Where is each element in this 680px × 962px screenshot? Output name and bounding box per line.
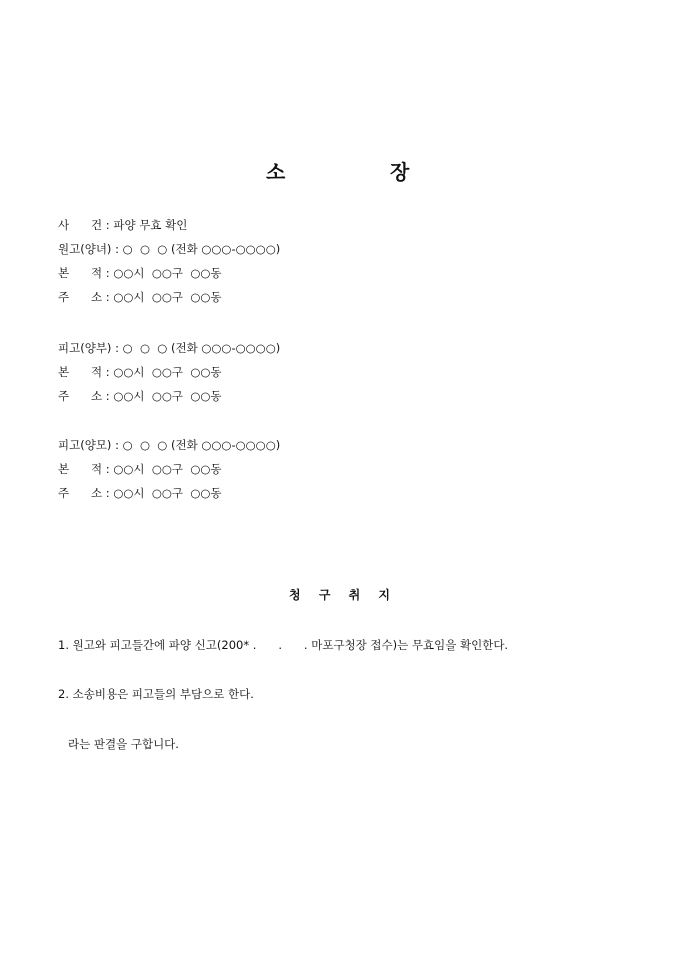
separator: : [102, 365, 114, 379]
plaintiff-address-label: 주 소 [58, 290, 103, 304]
defendant-mother-address-value: ○○시 ○○구 ○○동 [113, 486, 222, 500]
plaintiff-domicile-label: 본 적 [58, 266, 103, 280]
title-char-right: 장 [390, 160, 410, 184]
plaintiff-address-row [58, 289, 222, 305]
defendant-mother-domicile-label: 본 적 [58, 462, 103, 476]
defendant-mother-name-value: ○ ○ ○ (전화 ○○○-○○○○) [122, 438, 281, 452]
separator: : [102, 462, 114, 476]
closing-statement: 라는 판결을 구합니다. [68, 737, 179, 751]
separator: : [102, 266, 114, 280]
separator: : [111, 242, 123, 256]
separator: : [111, 341, 123, 355]
claim-heading: 청 구 취 지 [289, 588, 397, 602]
document-title [0, 156, 680, 186]
title-char-left: 소 [266, 160, 286, 184]
defendant-father-address-label: 주 소 [58, 389, 103, 403]
defendant-father-name-label: 피고(양부) [58, 341, 112, 355]
defendant-father-name-row [58, 340, 280, 356]
separator: : [102, 389, 114, 403]
case-row [58, 217, 187, 233]
defendant-mother-address-row [58, 485, 222, 501]
plaintiff-name-row [58, 241, 280, 257]
case-label: 사 건 [58, 218, 103, 232]
defendant-mother-domicile-row [58, 461, 222, 477]
separator: : [102, 486, 114, 500]
plaintiff-name-label: 원고(양녀) [58, 242, 112, 256]
separator: : [102, 290, 114, 304]
plaintiff-name-value: ○ ○ ○ (전화 ○○○-○○○○) [122, 242, 281, 256]
defendant-mother-domicile-value: ○○시 ○○구 ○○동 [113, 462, 222, 476]
defendant-father-domicile-value: ○○시 ○○구 ○○동 [113, 365, 222, 379]
plaintiff-address-value: ○○시 ○○구 ○○동 [113, 290, 222, 304]
defendant-father-name-value: ○ ○ ○ (전화 ○○○-○○○○) [122, 341, 281, 355]
defendant-father-domicile-row [58, 364, 222, 380]
separator: : [102, 218, 114, 232]
defendant-father-address-row [58, 388, 222, 404]
defendant-mother-address-label: 주 소 [58, 486, 103, 500]
defendant-father-address-value: ○○시 ○○구 ○○동 [113, 389, 222, 403]
defendant-mother-name-label: 피고(양모) [58, 438, 112, 452]
plaintiff-domicile-row [58, 265, 222, 281]
separator: : [111, 438, 123, 452]
claim-item-2: 2. 소송비용은 피고들의 부담으로 한다. [58, 687, 254, 701]
claim-item-1: 1. 원고와 피고들간에 파양 신고(200* . . . 마포구청장 접수)는 무효임을 확인한다. [58, 638, 509, 652]
case-value: 파양 무효 확인 [113, 218, 188, 232]
plaintiff-domicile-value: ○○시 ○○구 ○○동 [113, 266, 222, 280]
defendant-mother-name-row [58, 437, 280, 453]
defendant-father-domicile-label: 본 적 [58, 365, 103, 379]
